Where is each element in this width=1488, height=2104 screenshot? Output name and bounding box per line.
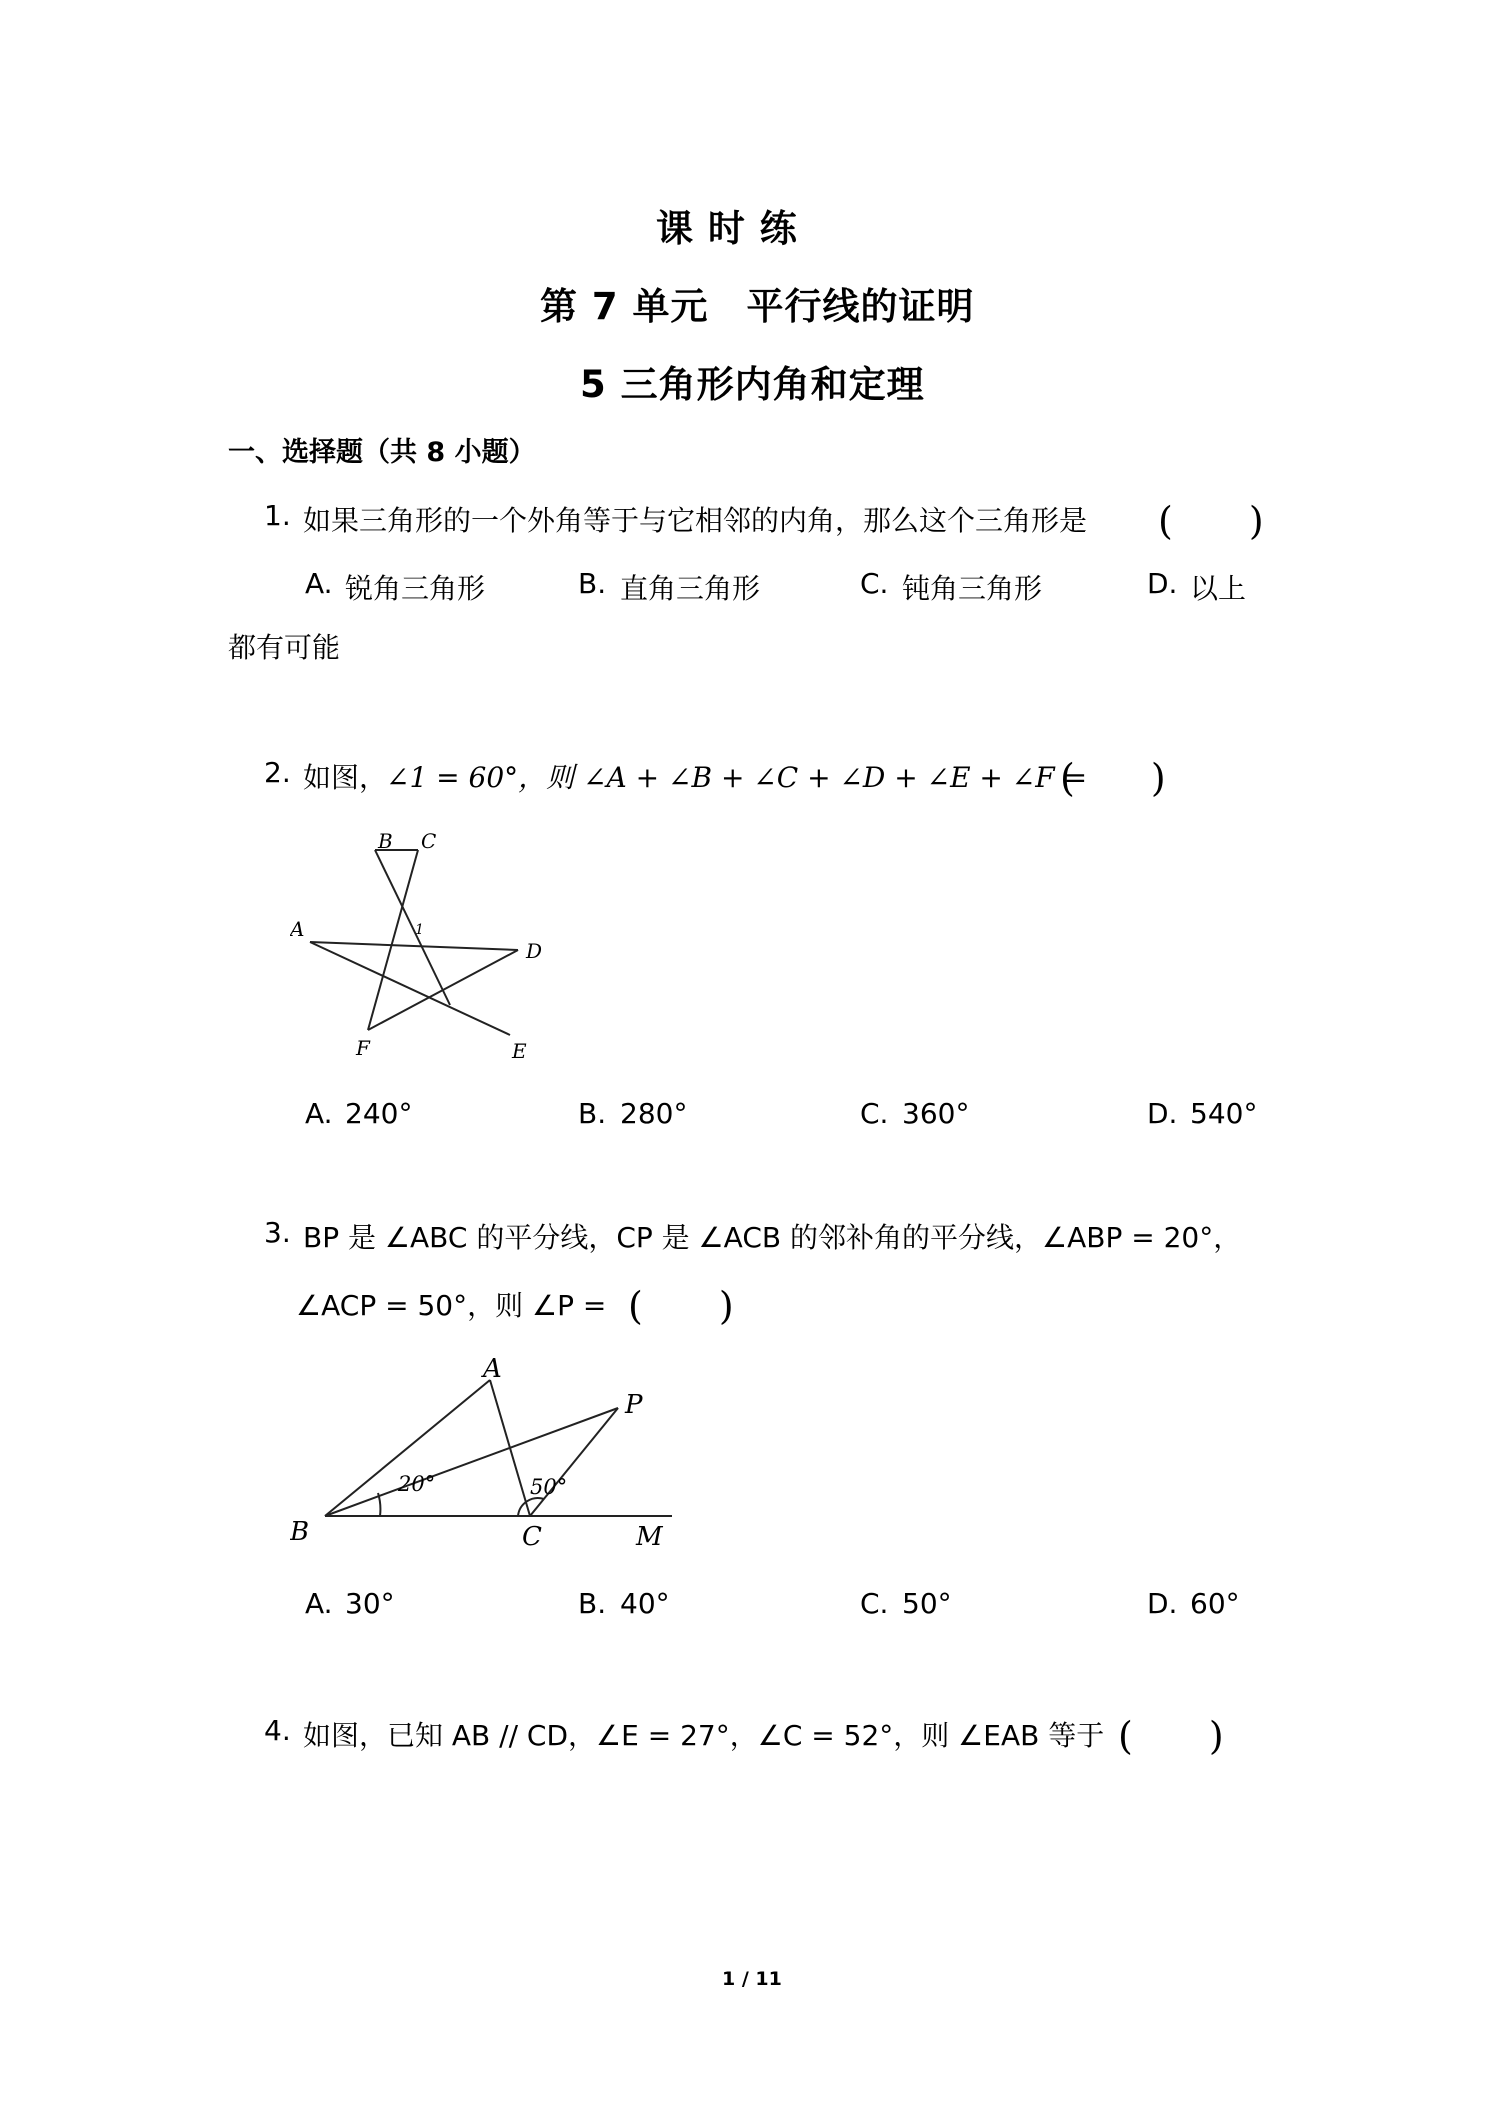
unit-title: 第 7 单元 平行线的证明 [540, 285, 975, 328]
fig2-label-d: D [526, 939, 543, 963]
fig3-label-angle-20: 20° [398, 1472, 436, 1496]
q1-option-d: 以上 [1190, 572, 1247, 605]
q3-option-c: 50° [902, 1587, 952, 1620]
fig2-label-f: F [356, 1036, 370, 1060]
q1-option-a: 锐角三角形 [345, 572, 486, 605]
fig3-label-b: B [290, 1517, 310, 1547]
question-2-stem-prefix: 如图， [303, 761, 388, 794]
page-number: 1 / 11 [722, 1968, 782, 1990]
q1-option-d-label: D. [1147, 567, 1178, 600]
q1-option-c: 钝角三角形 [902, 572, 1043, 605]
fig2-label-b: B [378, 829, 393, 853]
question-4-answer-blank: ( ) [1118, 1714, 1224, 1758]
q2-option-c: 360° [902, 1097, 970, 1130]
question-2-stem-math: ∠1 = 60°，则 ∠A + ∠B + ∠C + ∠D + ∠E + ∠F = [386, 761, 1088, 794]
fig3-label-a: A [483, 1354, 502, 1384]
q3-option-a: 30° [345, 1587, 395, 1620]
question-1-answer-blank: ( ) [1158, 499, 1264, 543]
fig3-label-p: P [625, 1390, 643, 1420]
q2-option-a: 240° [345, 1097, 413, 1130]
lesson-title: 5 三角形内角和定理 [580, 363, 925, 406]
q3-option-a-label: A. [305, 1587, 333, 1620]
fig3-label-angle-50: 50° [530, 1475, 568, 1499]
question-3-answer-blank: ( ) [628, 1284, 734, 1328]
q2-option-d-label: D. [1147, 1097, 1178, 1130]
q2-option-d: 540° [1190, 1097, 1258, 1130]
q2-option-a-label: A. [305, 1097, 333, 1130]
q1-option-c-label: C. [860, 567, 889, 600]
fig2-label-c: C [421, 829, 437, 853]
q2-option-b-label: B. [578, 1097, 607, 1130]
fig2-label-e: E [512, 1039, 527, 1063]
fig3-label-c: C [522, 1522, 542, 1552]
question-3-line-2: ∠ACP = 50°，则 ∠P = [296, 1289, 607, 1322]
q1-option-b-label: B. [578, 567, 607, 600]
question-1-stem: 如果三角形的一个外角等于与它相邻的内角，那么这个三角形是 [303, 504, 1088, 537]
q2-option-b: 280° [620, 1097, 688, 1130]
q1-option-a-label: A. [305, 567, 333, 600]
q3-option-d-label: D. [1147, 1587, 1178, 1620]
fig2-label-a: A [290, 917, 305, 941]
question-3-figure-triangle [290, 1335, 690, 1575]
q3-option-b: 40° [620, 1587, 670, 1620]
q3-option-c-label: C. [860, 1587, 889, 1620]
q2-option-c-label: C. [860, 1097, 889, 1130]
question-2-answer-blank: ( ) [1060, 756, 1166, 800]
q3-option-d: 60° [1190, 1587, 1240, 1620]
q3-option-b-label: B. [578, 1587, 607, 1620]
fig3-label-m: M [636, 1522, 663, 1552]
question-4-stem: 如图，已知 AB // CD，∠E = 27°，∠C = 52°，则 ∠EAB 等于 [303, 1719, 1105, 1752]
q1-option-b: 直角三角形 [620, 572, 761, 605]
question-1-number: 1. [264, 499, 291, 532]
doc-title: 课 时 练 [656, 207, 798, 250]
question-3-number: 3. [264, 1216, 291, 1249]
fig2-label-angle-1: 1 [415, 922, 424, 938]
question-2-number: 2. [264, 756, 291, 789]
section-heading: 一、选择题（共 8 小题） [228, 437, 536, 468]
question-2-figure-star [290, 810, 590, 1070]
question-3-line-1: BP 是 ∠ABC 的平分线，CP 是 ∠ACB 的邻补角的平分线，∠ABP = 20°， [303, 1221, 1242, 1254]
question-4-number: 4. [264, 1714, 291, 1747]
q1-option-d-continued: 都有可能 [228, 631, 341, 664]
